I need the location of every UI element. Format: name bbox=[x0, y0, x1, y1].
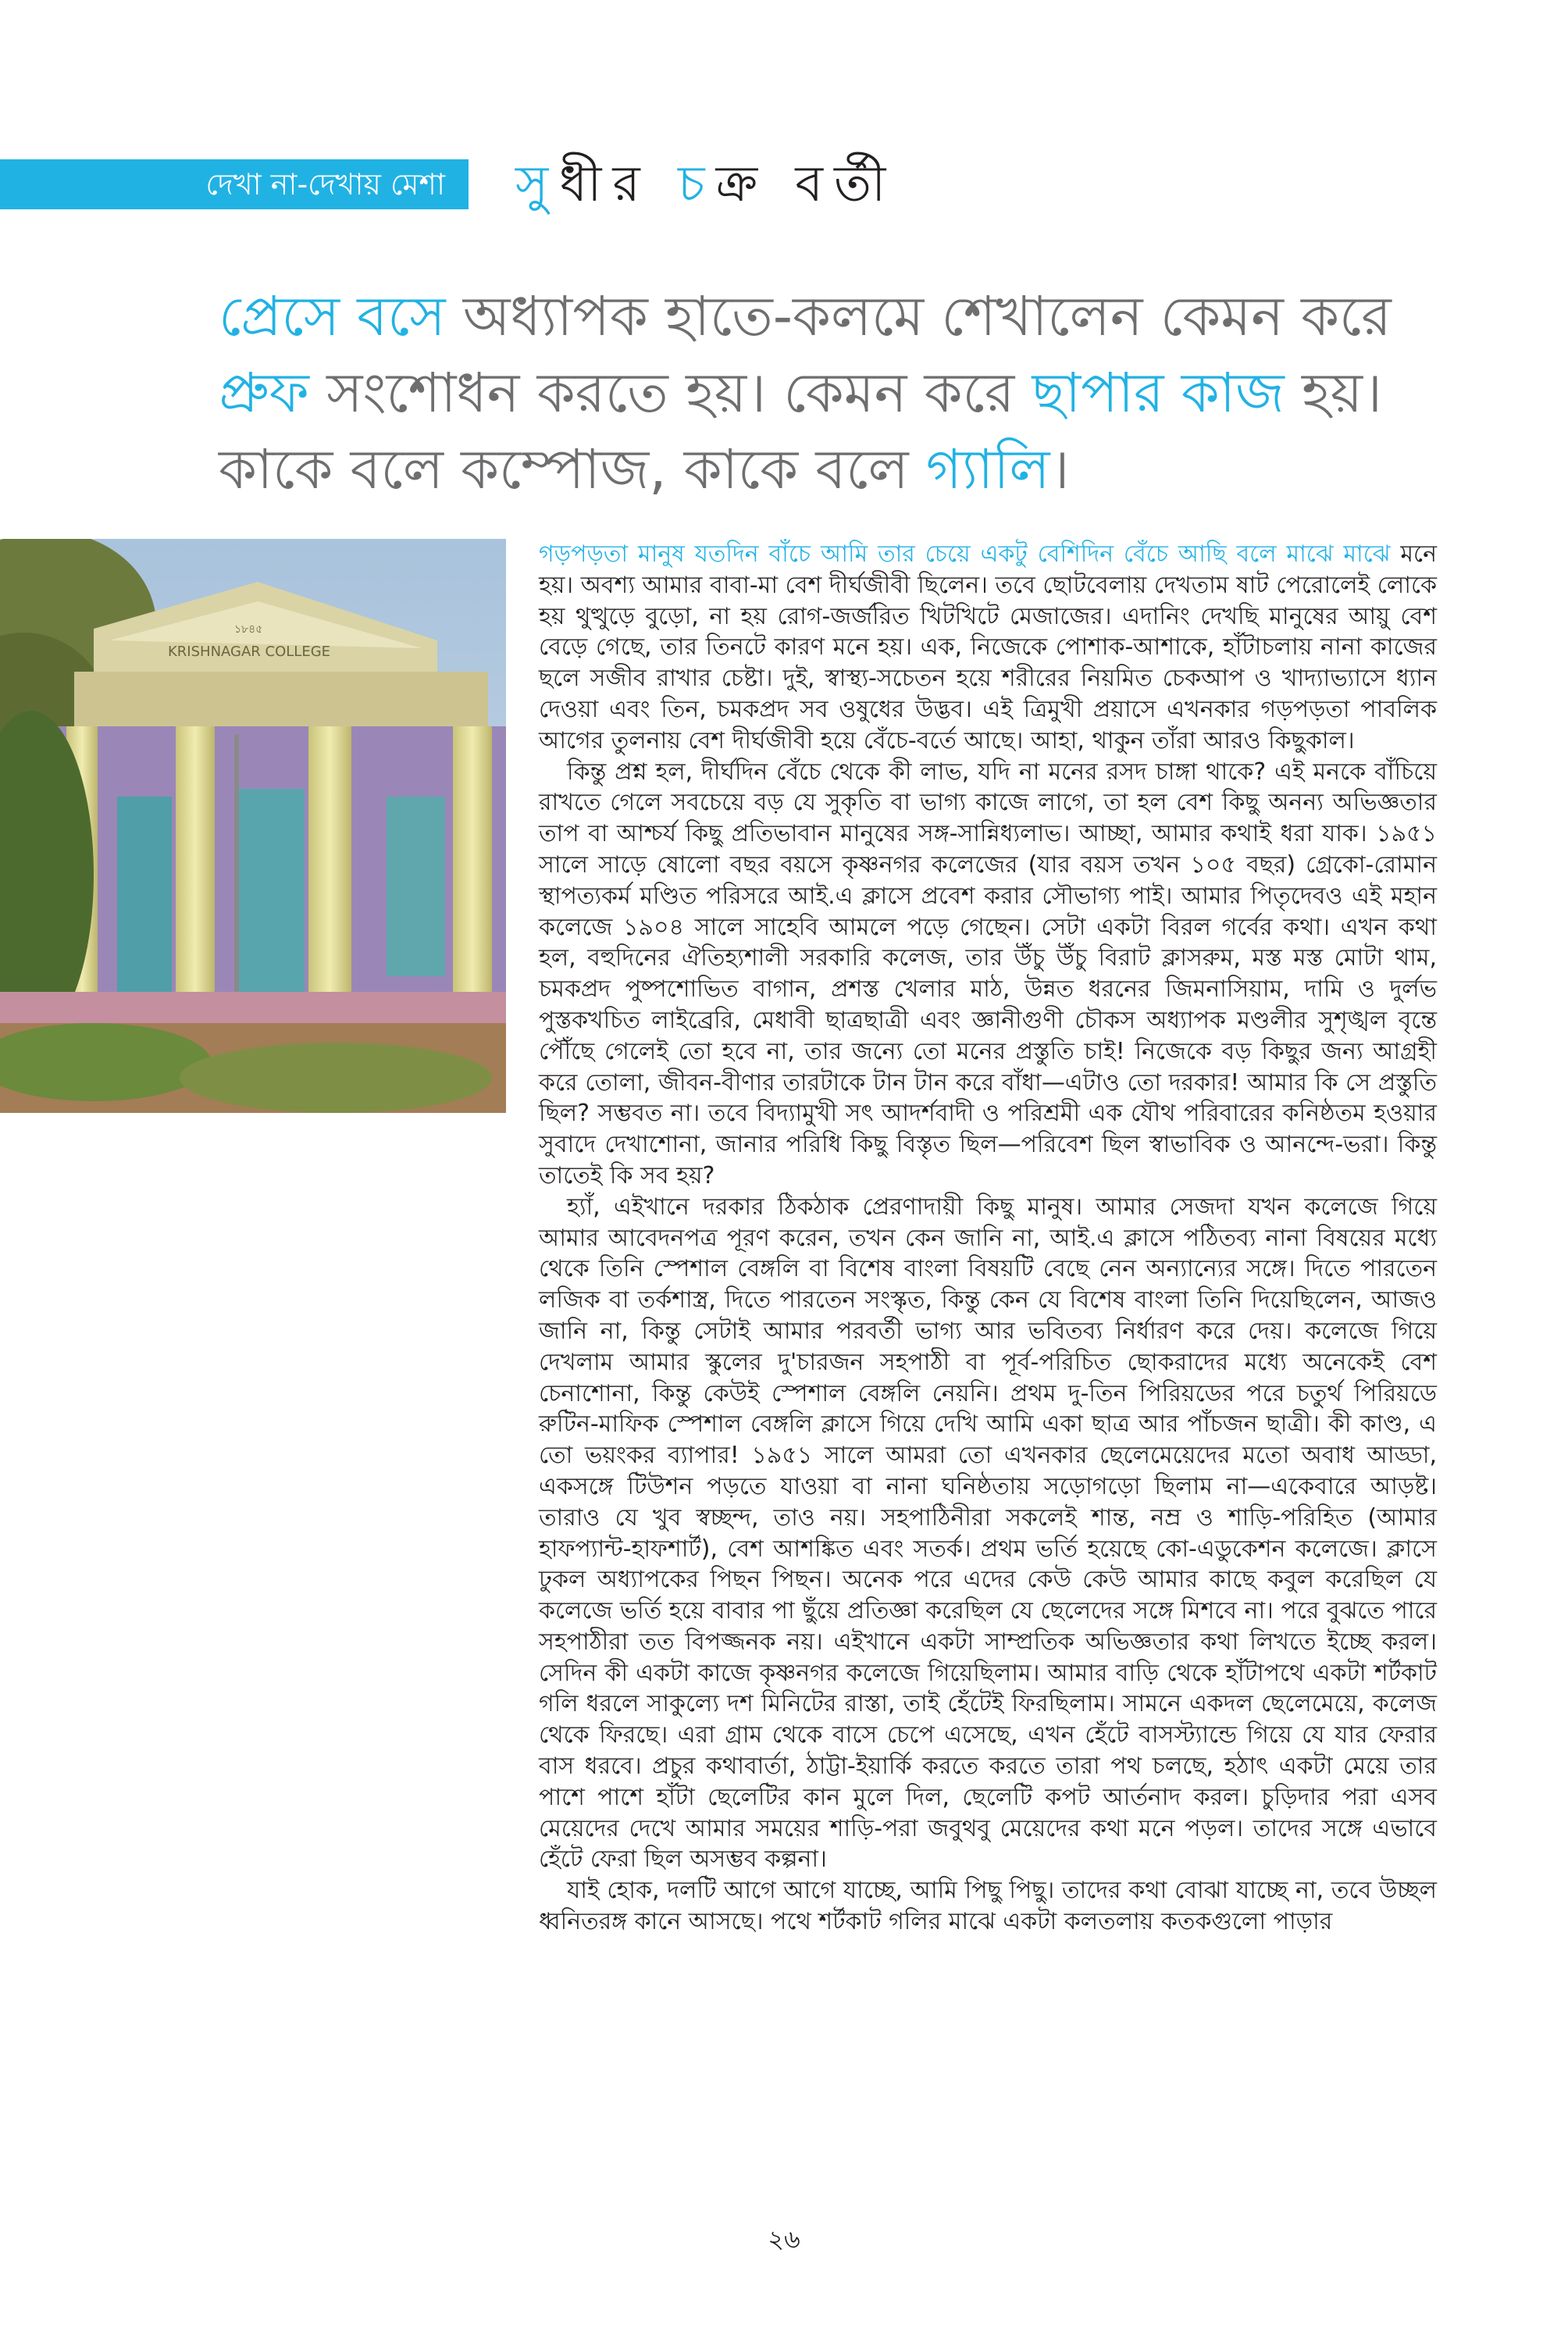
door-2 bbox=[234, 789, 305, 1000]
building-sign-name: KRISHNAGAR COLLEGE bbox=[168, 644, 331, 660]
author-name-surname-rest: ক্র বর্তী bbox=[715, 155, 897, 213]
headline-highlight-4: গ্যালি bbox=[925, 437, 1050, 501]
paragraph-3: হ্যাঁ, এইখানে দরকার ঠিকঠাক প্রেরণাদায়ী কিছু মানুষ। আমার সেজদা যখন কলেজে গিয়ে আমার আবেদনপত্র পূরণ করেন, তখন কেন জানি না, আই.এ ক্লাসে পঠিতব্য নানা বিষয়ের মধ্যে থেকে তিনি স্পেশাল বেঙ্গলি বা বিশেষ বাংলা বিষয়টি বেছে নেন অন্যান্যের সঙ্গে। দিতে পারতেন লজিক বা তর্কশাস্ত্র, দিতে পারতেন সংস্কৃত, কিন্তু কেন যে বিশেষ বাংলা তিনি দিয়েছিলেন, আজও জানি না, কিন্তু সেটাই আমার পরবর্তী ভাগ্য আর ভবিতব্য নির্ধারণ করে দেয়। কলেজে গিয়ে দেখলাম আমার স্কুলের দু'চারজন সহপাঠী বা পূর্ব-পরিচিত ছোকরাদের মধ্যে অনেকেই বেশ চেনাশোনা, কিন্তু কেউই স্পেশাল বেঙ্গলি নেয়নি। প্রথম দু-তিন পিরিয়ডের পরে চতুর্থ পিরিয়ডে রুটিন-মাফিক স্পেশাল বেঙ্গলি ক্লাসে গিয়ে দেখি আমি একা ছাত্র আর পাঁচজন ছাত্রী। কী কাণ্ড, এ তো ভয়ংকর ব্যাপার! ১৯৫১ সালে আমরা তো এখনকার ছেলেমেয়েদের মতো অবাধ আড্ডা, একসঙ্গে টিউশন পড়তে যাওয়া বা নানা ঘনিষ্ঠতায় সড়োগড়ো ছিলাম না—একেবারে আড়ষ্ট। তারাও যে খুব স্বচ্ছন্দ, তাও নয়। সহপাঠিনীরা সকলেই শান্ত, নম্র ও শাড়ি-পরিহিত (আমার হাফপ্যান্ট-হাফশার্ট), বেশ আশঙ্কিত এবং সতর্ক। প্রথম ভর্তি হয়েছে কো-এডুকেশন কলেজে। ক্লাসে ঢুকল অধ্যাপকের পিছন পিছন। অনেক পরে এদের কেউ কেউ আমার কাছে কবুল করেছিল যে কলেজে ভর্তি হয়ে বাবার পা ছুঁয়ে প্রতিজ্ঞা করেছিল যে ছেলেদের সঙ্গে মিশবে না। পরে বুঝতে পারে সহপাঠীরা তত বিপজ্জনক নয়। এইখানে একটা সাম্প্রতিক অভিজ্ঞতার কথা লিখতে ইচ্ছে করল। সেদিন কী একটা কাজে কৃষ্ণনগর কলেজে গিয়েছিলাম। আমার বাড়ি থেকে হাঁটাপথে একটা শর্টকাট গলি ধরলে সাকুল্যে দশ মিনিটের রাস্তা, তাই হেঁটেই ফিরছিলাম। সামনে একদল ছেলেমেয়ে, কলেজ থেকে ফিরছে। এরা গ্রাম থেকে বাসে চেপে এসেছে, এখন হেঁটে বাসস্ট্যান্ডে গিয়ে যে যার ফেরার বাস ধরবে। প্রচুর কথাবার্তা, ঠাট্টা-ইয়ার্কি করতে করতে তারা পথ চলছে, হঠাৎ একটা মেয়ে তার পাশে পাশে হাঁটা ছেলেটির কান মুলে দিল, ছেলেটি কপট আর্তনাদ করল। চুড়িদার পরা এসব মেয়েদের দেখে আমার সময়ের শাড়ি-পরা জবুথবু মেয়েদের কথা মনে পড়ল। তাদের সঙ্গে এভাবে হেঁটে ফেরা ছিল অসম্ভব কল্পনা। bbox=[539, 1193, 1437, 1874]
headline-text-1: অধ্যাপক হাতে-কলমে শেখালেন কেমন করে bbox=[445, 284, 1392, 348]
door-3 bbox=[387, 797, 445, 976]
article-body bbox=[539, 539, 1437, 1938]
headline-text-2: সংশোধন করতে হয়। কেমন করে bbox=[308, 361, 1032, 425]
paragraph-4: যাই হোক, দলটি আগে আগে যাচ্ছে, আমি পিছু পিছু। তাদের কথা বোঝা যাচ্ছে না, তবে উচ্ছল ধ্বনিতরঙ্গ কানে আসছে। পথে শর্টকাট গলির মাঝে একটা কলতলায় কতকগুলো পাড়ার bbox=[539, 1877, 1437, 1936]
shrub-right bbox=[180, 1043, 492, 1113]
paragraph-1 bbox=[539, 539, 1437, 757]
entablature bbox=[74, 672, 488, 726]
section-label-bar bbox=[0, 159, 469, 209]
author-name-first-syllable: সু bbox=[515, 155, 560, 213]
paragraph-1-text: মনে হয়। অবশ্য আমার বাবা-মা বেশ দীর্ঘজীবী ছিলেন। তবে ছোটবেলায় দেখতাম ষাট পেরোলেই লোকে হয় থুত্থুড়ে বুড়ো, না হয় রোগ-জর্জরিত খিটখিটে মেজাজের। এদানিং দেখছি মানুষের আয়ু বেশ বেড়ে গেছে, তার তিনটে কারণ মনে হয়। এক, নিজেকে পোশাক-আশাকে, হাঁটাচলায় নানা কাজের ছলে সজীব রাখার চেষ্টা। দুই, স্বাস্থ্য-সচেতন হয়ে শরীরের নিয়মিত চেকআপ ও খাদ্যাভ্যাসে ধ্যান দেওয়া এবং তিন, চমকপ্রদ সব ওষুধের উদ্ভব। এই ত্রিমুখী প্রয়াসে এখনকার গড়পড়তা পাবলিক আগের তুলনায় বেশ দীর্ঘজীবী হয়ে বেঁচে-বর্তে আছে। আহা, থাকুন তাঁরা আরও কিছুকাল। bbox=[539, 540, 1437, 754]
headline-text-4: । bbox=[1049, 437, 1070, 501]
college-building-illustration bbox=[0, 539, 506, 1113]
paragraph-2: কিন্তু প্রশ্ন হল, দীর্ঘদিন বেঁচে থেকে কী লাভ, যদি না মনের রসদ চাঙ্গা থাকে? এই মনকে বাঁচিয়ে রাখতে গেলে সবচেয়ে বড় যে সুকৃতি বা ভাগ্য কাজে লাগে, তা হল বেশ কিছু অনন্য অভিজ্ঞতার তাপ বা আশ্চর্য কিছু প্রতিভাবান মানুষের সঙ্গ-সান্নিধ্যলাভ। আচ্ছা, আমার কথাই ধরা যাক। ১৯৫১ সালে সাড়ে ষোলো বছর বয়সে কৃষ্ণনগর কলেজের (যার বয়স তখন ১০৫ বছর) গ্রেকো-রোমান স্থাপত্যকর্ম মণ্ডিত পরিসরে আই.এ ক্লাসে প্রবেশ করার সৌভাগ্য পাই। আমার পিতৃদেবও এই মহান কলেজে ১৯০৪ সালে সাহেবি আমলে পড়ে গেছেন। সেটা একটা বিরল গর্বের কথা। এখন কথা হল, বহুদিনের ঐতিহ্যশালী সরকারি কলেজ, তার উঁচু উঁচু বিরাট ক্লাসরুম, মস্ত মস্ত মোটা থাম, চমকপ্রদ পুষ্পশোভিত বাগান, প্রশস্ত খেলার মাঠ, উন্নত ধরনের জিমনাসিয়াম, দামি ও দুর্লভ পুস্তকখচিত লাইব্রেরি, মেধাবী ছাত্রছাত্রী এবং জ্ঞানীগুণী চৌকস অধ্যাপক মণ্ডলীর সুশৃঙ্খল বৃন্তে পৌঁছে গেলেই তো হবে না, তার জন্যে তো মনের প্রস্তুতি চাই! নিজেকে বড় কিছুর জন্য আগ্রহী করে তোলা, জীবন-বীণার তারটাকে টান টান করে বাঁধা—এটাও তো দরকার! আমার কি সে প্রস্তুতি ছিল? সম্ভবত না। তবে বিদ্যামুখী সৎ আদর্শবাদী ও পরিশ্রমী এক যৌথ পরিবারের কনিষ্ঠতম হওয়ার সুবাদে দেখাশোনা, জানার পরিধি কিছু বিস্তৃত ছিল—পরিবেশ ছিল স্বাভাবিক ও আনন্দে-ভরা। কিন্তু তাতেই কি সব হয়? bbox=[539, 758, 1437, 1189]
headline-highlight-1: প্রেসে বসে bbox=[219, 284, 446, 348]
college-building-photo bbox=[0, 539, 506, 1113]
lead-in-text: গড়পড়তা মানুষ যতদিন বাঁচে আমি তার চেয়ে একটু বেশিদিন বেঁচে আছি বলে মাঝে মাঝে bbox=[539, 540, 1391, 568]
author-name bbox=[515, 153, 896, 216]
headline-highlight-2: প্রুফ bbox=[219, 361, 309, 425]
flower-bed bbox=[0, 992, 506, 1023]
headline-highlight-3: ছাপার কাজ bbox=[1032, 361, 1285, 425]
door-1 bbox=[117, 797, 172, 992]
section-label: দেখা না-দেখায় মেশা bbox=[205, 167, 445, 201]
author-name-first-rest: ধীর bbox=[559, 155, 679, 213]
headline-text-3: হয়। কাকে বলে কম্পোজ, কাকে বলে bbox=[219, 361, 1382, 501]
page-number: ২৬ bbox=[768, 2224, 800, 2254]
author-name-surname-initial: চ bbox=[678, 155, 716, 213]
headline bbox=[219, 278, 1437, 508]
lamp-post bbox=[234, 734, 239, 1031]
building-sign-year: ১৮৪৫ bbox=[234, 623, 263, 636]
